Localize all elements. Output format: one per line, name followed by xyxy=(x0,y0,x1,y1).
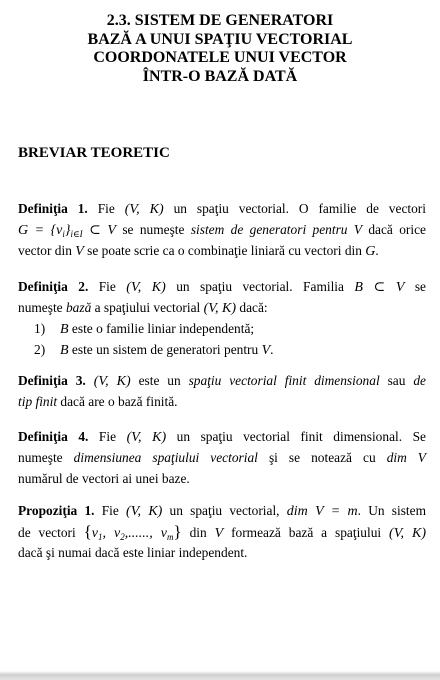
list-item xyxy=(18,318,426,339)
math-expression: (V, K) xyxy=(126,504,163,519)
text: dacă: xyxy=(236,300,268,315)
text: . xyxy=(270,342,274,357)
text: un spaţiu vectorial. O familie de vectori xyxy=(163,201,426,216)
emphasis: dimensiunea spaţiului vectorial xyxy=(73,450,258,465)
text: un spaţiu vectorial. Familia xyxy=(165,279,355,294)
math-expression: B ⊂ V xyxy=(354,280,405,295)
text: se poate scrie ca o combinaţie liniară cu vectori din xyxy=(83,243,366,258)
math-expression: V xyxy=(214,526,224,541)
text: un spaţiu vectorial finit dimensional. Se xyxy=(166,429,426,444)
title-line-2: BAZĂ A UNUI SPAŢIU VECTORIAL xyxy=(87,30,353,48)
text: a spaţiului vectorial xyxy=(91,300,204,315)
text: este o familie liniar independentă; xyxy=(68,321,255,336)
title-line-1: 2.3. SISTEM DE GENERATORI xyxy=(106,12,334,29)
emphasis: spaţiu vectorial finit dimensional xyxy=(188,373,380,388)
text: . xyxy=(375,243,379,258)
title-line-3: COORDONATELE UNUI VECTOR xyxy=(93,49,347,66)
definition-2-label: Definiţia 2. xyxy=(18,279,89,294)
section-heading: BREVIAR TEORETIC xyxy=(18,145,170,161)
text: numărul de vectori ai unei baze. xyxy=(18,471,190,486)
math-expression: B xyxy=(60,343,69,358)
text: din xyxy=(181,525,215,540)
text: Fie xyxy=(87,201,125,216)
text: vector din xyxy=(18,243,76,258)
text: dacă orice xyxy=(362,222,426,237)
text: Fie xyxy=(88,279,127,294)
math-expression: (V, K) xyxy=(126,430,167,445)
math-expression: (V, K) xyxy=(203,301,237,316)
math-expression: V xyxy=(75,244,84,259)
list-number: 2) xyxy=(34,342,46,357)
emphasis: de xyxy=(413,373,426,388)
definition-3 xyxy=(18,370,426,412)
text: . Un sistem xyxy=(357,503,427,518)
math-expression: (V, K) xyxy=(93,374,131,389)
title-line-4: ÎNTR-O BAZĂ DATĂ xyxy=(142,67,298,85)
text: dacă are o bază finită. xyxy=(57,394,178,409)
emphasis: sistem de generatori pentru V xyxy=(190,222,362,237)
emphasis: tip finit xyxy=(18,394,58,409)
emphasis: bază xyxy=(65,300,92,315)
math-expression: $G = \{v_i\}_{i\in I}$ ⊂ V xyxy=(18,223,116,239)
math-expression: B xyxy=(60,322,69,337)
text: se xyxy=(404,279,426,294)
text: numeşte xyxy=(18,300,66,315)
math-expression: G xyxy=(365,244,376,259)
math-expression: (V, K) xyxy=(124,202,164,217)
text: formează bază a spaţiului xyxy=(223,525,390,540)
page-bottom-edge xyxy=(0,671,440,680)
text: de vectori xyxy=(18,525,84,540)
chapter-title xyxy=(0,12,440,86)
math-expression: {$v_1$, $v_2$,......, $v_m$} xyxy=(83,522,182,542)
math-expression: (V, K) xyxy=(389,526,427,541)
definition-1-label: Definiţia 1. xyxy=(18,201,88,216)
definition-4 xyxy=(18,426,426,489)
text: este un sistem de generatori pentru xyxy=(68,342,262,357)
list-number: 1) xyxy=(34,321,46,336)
emphasis: dim V xyxy=(386,450,426,465)
definition-1 xyxy=(18,198,426,261)
definition-2 xyxy=(18,276,426,360)
proposition-1-label: Propoziţia 1. xyxy=(18,503,95,518)
text: numeşte xyxy=(18,450,74,465)
list-item xyxy=(18,339,426,360)
definition-4-label: Definiţia 4. xyxy=(18,429,89,444)
text: un spaţiu vectorial, xyxy=(162,503,287,518)
definition-3-label: Definiţia 3. xyxy=(18,373,86,388)
proposition-1 xyxy=(18,500,426,563)
text: dacă şi numai dacă este liniar independent. xyxy=(18,545,248,560)
math-expression: dim V = m xyxy=(286,504,358,519)
math-expression: V xyxy=(261,343,271,358)
math-expression: (V, K) xyxy=(126,280,166,295)
text: şi se notează cu xyxy=(257,450,387,465)
text: este un xyxy=(130,373,189,388)
text: se numeşte xyxy=(115,222,191,237)
text: Fie xyxy=(94,503,127,518)
text: sau xyxy=(379,373,414,388)
text: Fie xyxy=(88,429,127,444)
